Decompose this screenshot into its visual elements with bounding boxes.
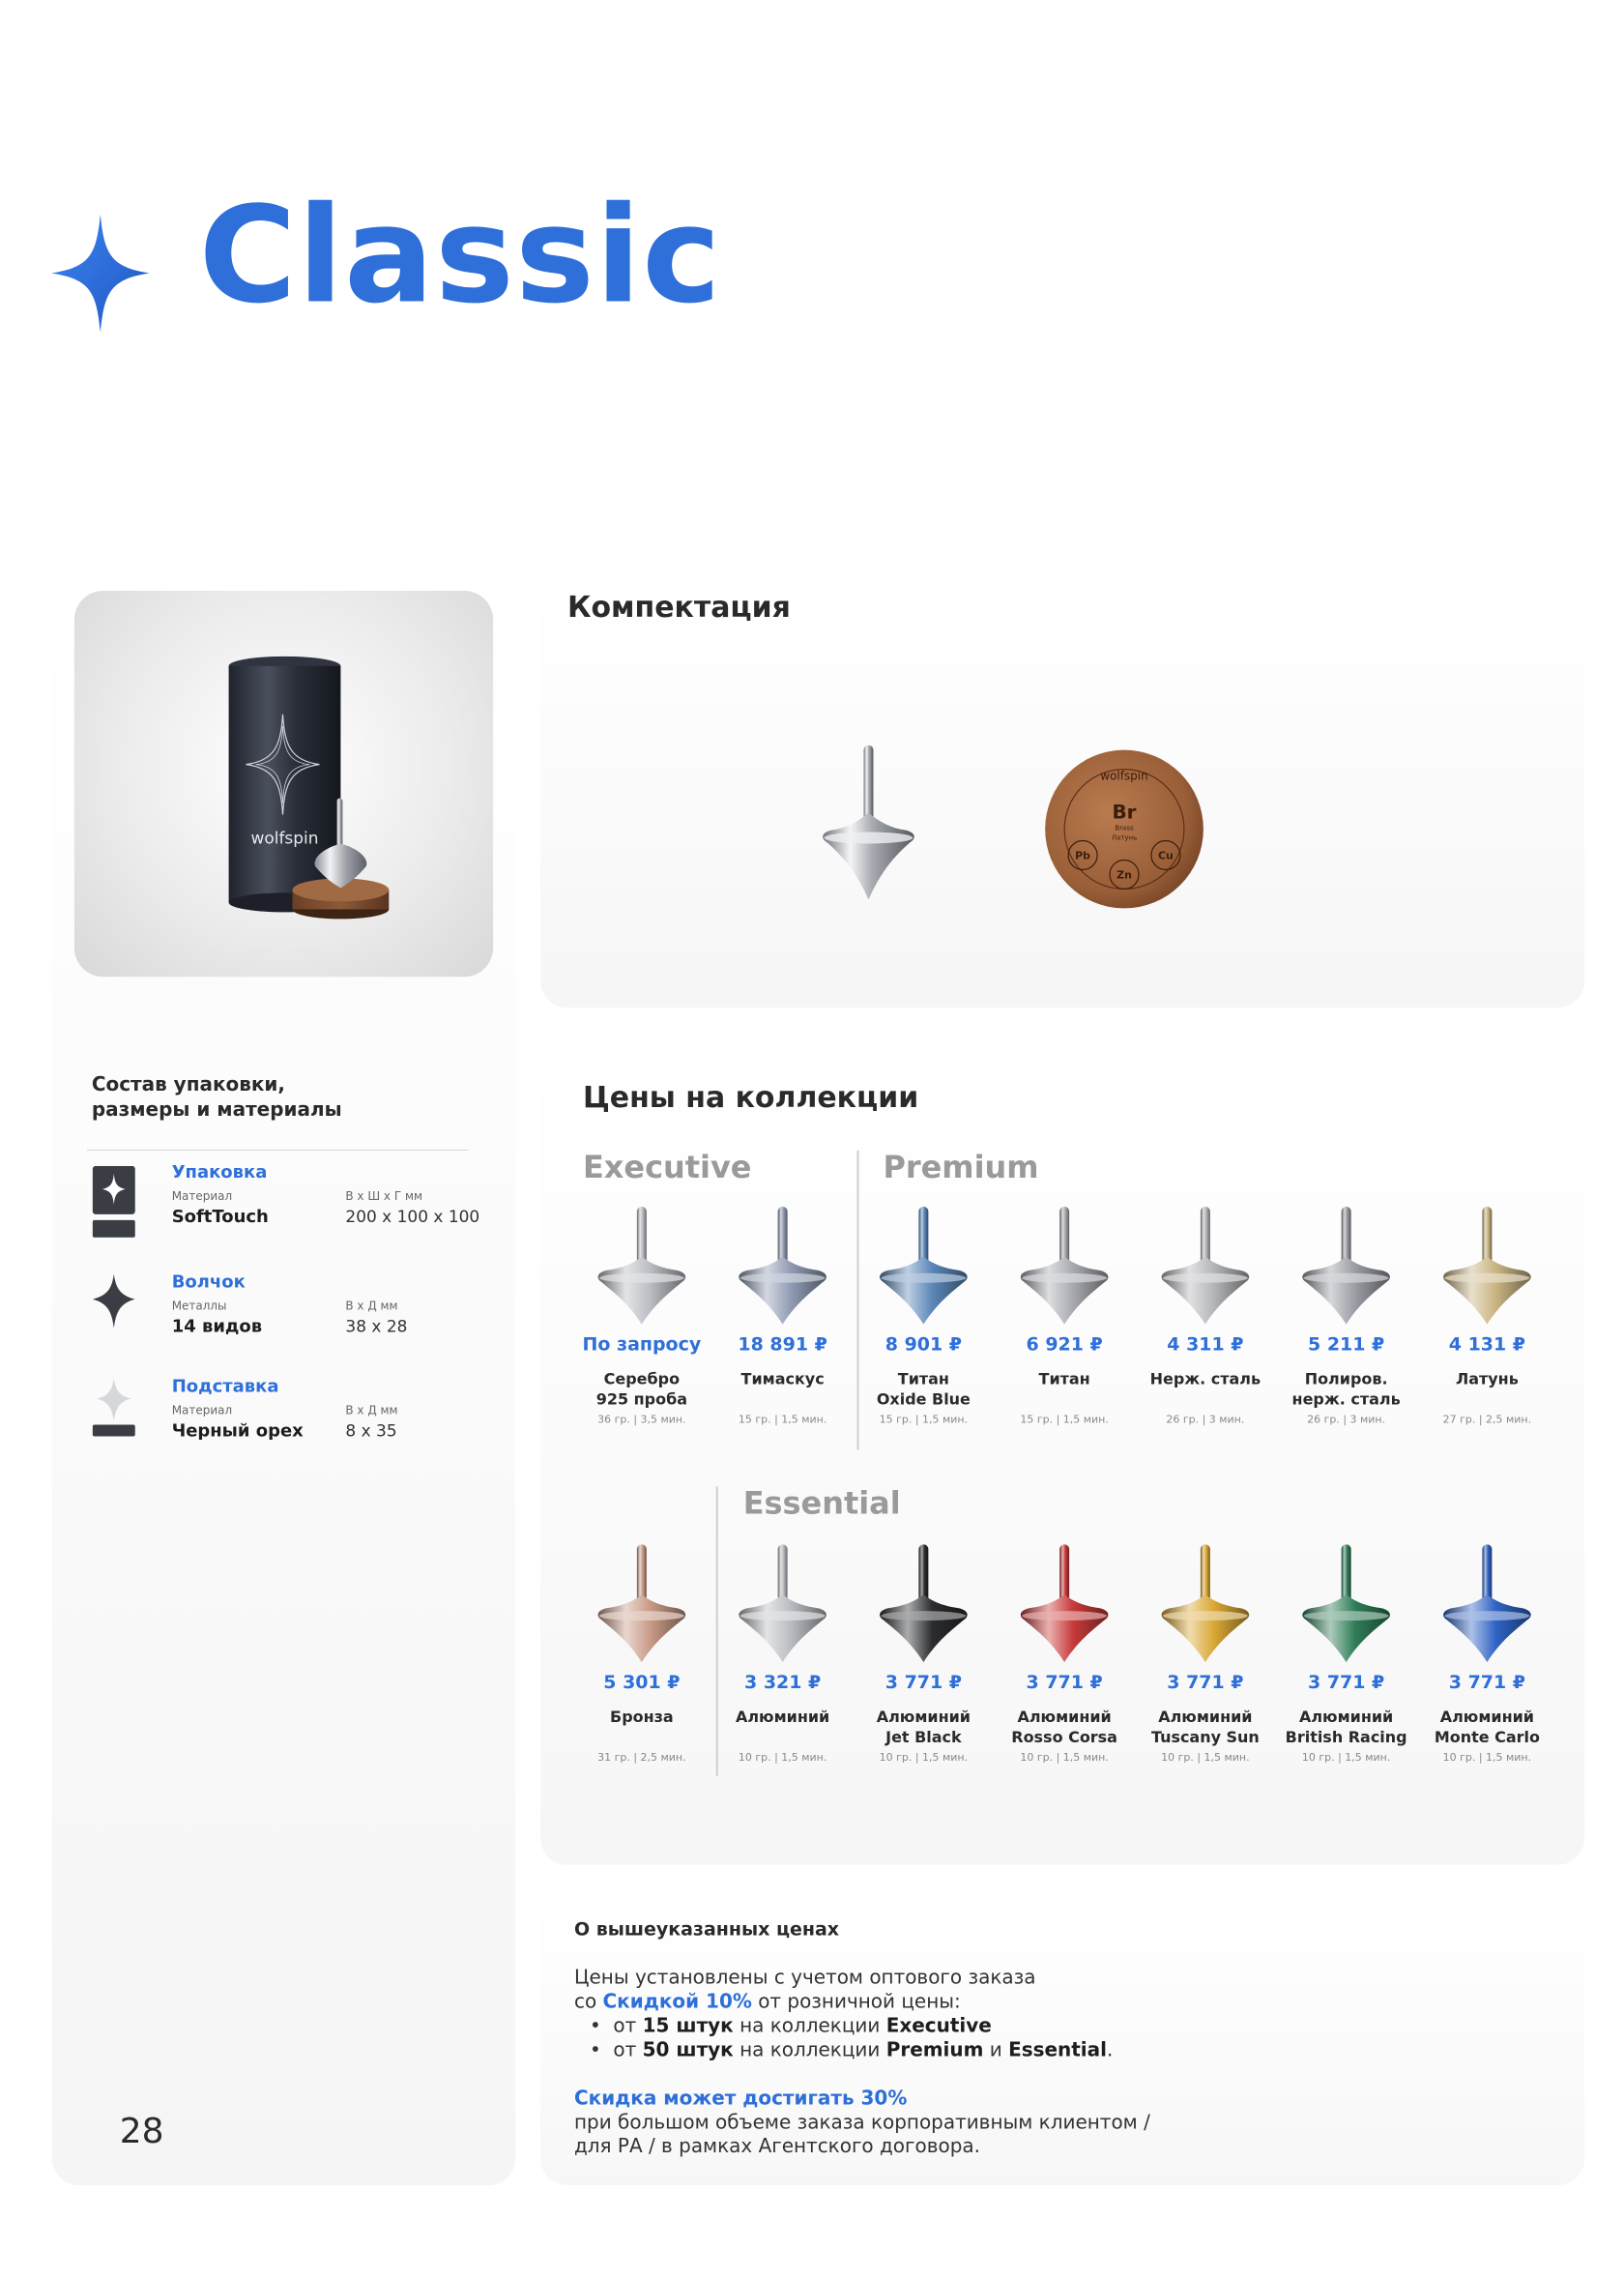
spinning-top-image — [1155, 1207, 1256, 1327]
item-name: Бронза — [610, 1707, 674, 1726]
page-title: Classic — [198, 177, 722, 334]
spinning-top-image — [873, 1207, 973, 1327]
item-meta: 15 гр. | 1,5 мин. — [738, 1413, 827, 1426]
group-executive-label: Executive — [582, 1148, 752, 1185]
spinning-top-image — [733, 1544, 833, 1664]
item-name: Алюминий Monte Carlo — [1434, 1707, 1540, 1746]
note-bullet-1: • от 15 штук на коллекции Executive — [589, 2013, 992, 2037]
price-note-body — [574, 1966, 1442, 2159]
item-meta: 36 гр. | 3,5 мин. — [597, 1413, 686, 1426]
item-price: 3 321 ₽ — [744, 1672, 822, 1694]
spinning-top-image — [1436, 1544, 1537, 1664]
brass-coaster-image — [1044, 749, 1204, 910]
spinning-top-image — [733, 1207, 833, 1327]
item-name: Алюминий Rosso Corsa — [1011, 1707, 1117, 1746]
price-item — [712, 1544, 854, 1764]
page-number: 28 — [119, 2112, 164, 2152]
item-name: Серебро 925 проба — [595, 1369, 688, 1409]
price-item — [712, 1207, 854, 1426]
item-meta: 15 гр. | 1,5 мин. — [1020, 1413, 1109, 1426]
item-price: 6 921 ₽ — [1026, 1333, 1103, 1356]
item-meta: 26 гр. | 3 мин. — [1307, 1413, 1386, 1426]
box-brand-text: wolfspin — [250, 829, 319, 849]
spec-packaging-dim-label: В х Ш х Г мм — [345, 1188, 423, 1203]
coaster-element-3: Cu — [1158, 849, 1174, 862]
specs-title — [92, 1071, 342, 1122]
item-price: 5 301 ₽ — [603, 1672, 681, 1694]
spinning-top-image — [592, 1544, 692, 1664]
note-line-6: для РА / в рамках Агентского договора. — [573, 2134, 980, 2158]
item-price: 8 901 ₽ — [884, 1333, 962, 1356]
price-item — [853, 1207, 994, 1426]
stand-icon — [91, 1379, 137, 1437]
item-price: 4 311 ₽ — [1167, 1333, 1244, 1356]
item-meta: 10 гр. | 1,5 мин. — [1301, 1750, 1391, 1764]
spec-packaging-value: SoftTouch — [171, 1206, 269, 1227]
item-name: Нерж. сталь — [1149, 1369, 1262, 1388]
item-price: 3 771 ₽ — [1308, 1672, 1385, 1694]
spec-top-sub: Металлы — [171, 1299, 227, 1313]
specs-divider — [87, 1150, 468, 1151]
item-meta: 15 гр. | 1,5 мин. — [879, 1413, 969, 1426]
note-line-2: со Скидкой 10% от розничной цены: — [573, 1989, 961, 2013]
note-line-1: Цены установлены с учетом оптового заказа — [573, 1965, 1036, 1989]
price-item — [853, 1544, 994, 1764]
item-price: 3 771 ₽ — [1026, 1672, 1103, 1694]
coaster-name-text: Brass — [1115, 824, 1134, 832]
packaging-icon — [91, 1166, 137, 1238]
item-name: Алюминий Tuscany Sun — [1150, 1707, 1260, 1746]
price-item — [1276, 1544, 1417, 1764]
coaster-name2-text: Латунь — [1111, 833, 1138, 842]
note-line-5: при большом объеме заказа корпоративным клиентом / — [573, 2110, 1150, 2134]
item-meta: 10 гр. | 1,5 мин. — [1442, 1750, 1532, 1764]
price-item — [1135, 1207, 1276, 1426]
note-bullet-2: • от 50 штук на коллекции Premium и Essential. — [589, 2037, 1114, 2061]
item-price: 18 891 ₽ — [738, 1333, 827, 1356]
star-logo-icon — [50, 215, 151, 333]
spec-top-name: Волчок — [171, 1271, 246, 1293]
spec-packaging-name: Упаковка — [171, 1161, 268, 1183]
spinning-top-image — [1436, 1207, 1537, 1327]
item-name: Титан — [1038, 1369, 1090, 1388]
item-meta: 10 гр. | 1,5 мин. — [879, 1750, 969, 1764]
price-note-title: О вышеуказанных ценах — [573, 1918, 840, 1941]
item-price: 3 771 ₽ — [884, 1672, 962, 1694]
spec-stand-sub: Материал — [171, 1403, 233, 1417]
price-item — [994, 1207, 1135, 1426]
spec-packaging-sub: Материал — [171, 1188, 233, 1203]
price-item — [994, 1544, 1135, 1764]
specs-title-line2: размеры и материалы — [91, 1097, 342, 1122]
price-item — [571, 1207, 712, 1426]
spec-packaging-dim-value: 200 x 100 x 100 — [345, 1207, 480, 1227]
item-price: 3 771 ₽ — [1448, 1672, 1525, 1694]
item-price: 3 771 ₽ — [1167, 1672, 1244, 1694]
kit-title: Компектация — [567, 590, 791, 625]
spec-top-dim-label: В х Д мм — [345, 1299, 398, 1313]
spec-stand-value: Черный орех — [171, 1420, 304, 1442]
spinning-top-image — [873, 1544, 973, 1664]
price-item — [1417, 1544, 1558, 1764]
spinning-top-image — [1155, 1544, 1256, 1664]
spec-stand-dim-value: 8 x 35 — [345, 1421, 397, 1442]
spec-top-value: 14 видов — [171, 1316, 263, 1337]
item-name: Латунь — [1455, 1369, 1519, 1388]
note-discount-title: Скидка может достигать 30% — [573, 2086, 908, 2110]
item-name: Алюминий Jet Black — [876, 1707, 971, 1746]
item-meta: 31 гр. | 2,5 мин. — [597, 1750, 686, 1764]
item-name: Полиров. нерж. сталь — [1291, 1369, 1401, 1409]
spinning-top-image — [1014, 1544, 1115, 1664]
item-meta: 10 гр. | 1,5 мин. — [738, 1750, 827, 1764]
item-price: 4 131 ₽ — [1448, 1333, 1525, 1356]
item-meta: 10 гр. | 1,5 мин. — [1161, 1750, 1250, 1764]
spinning-top-image — [1296, 1207, 1397, 1327]
spinning-top-icon — [93, 1274, 135, 1329]
coaster-brand-text: wolfspin — [1100, 769, 1148, 783]
price-item — [1417, 1207, 1558, 1426]
price-item — [1135, 1544, 1276, 1764]
spinning-top-image — [1296, 1544, 1397, 1664]
item-name: Алюминий — [735, 1707, 830, 1726]
group-premium-label: Premium — [883, 1148, 1039, 1185]
item-name: Алюминий British Racing — [1285, 1707, 1407, 1746]
coaster-symbol-text: Br — [1112, 800, 1137, 824]
specs-title-line1: Состав упаковки, — [91, 1072, 285, 1096]
item-name: Тимаскус — [740, 1369, 825, 1388]
prices-title: Цены на коллекции — [582, 1081, 919, 1116]
item-meta: 27 гр. | 2,5 мин. — [1442, 1413, 1532, 1426]
group-essential-label: Essential — [742, 1484, 901, 1522]
item-price: По запросу — [582, 1333, 702, 1356]
spec-top-dim-value: 38 x 28 — [345, 1317, 408, 1337]
spec-stand-name: Подставка — [171, 1376, 279, 1397]
item-name: Титан Oxide Blue — [876, 1369, 971, 1409]
spinning-top-image — [1014, 1207, 1115, 1327]
spinning-top-image — [819, 745, 919, 906]
coaster-element-1: Pb — [1075, 849, 1091, 862]
price-item — [571, 1544, 712, 1764]
item-meta: 26 гр. | 3 мин. — [1166, 1413, 1245, 1426]
spinning-top-image — [592, 1207, 692, 1327]
product-packaging-image — [74, 591, 493, 977]
item-price: 5 211 ₽ — [1308, 1333, 1385, 1356]
spec-stand-dim-label: В х Д мм — [345, 1403, 398, 1417]
item-meta: 10 гр. | 1,5 мин. — [1020, 1750, 1109, 1764]
price-item — [1276, 1207, 1417, 1426]
coaster-element-2: Zn — [1116, 868, 1132, 882]
